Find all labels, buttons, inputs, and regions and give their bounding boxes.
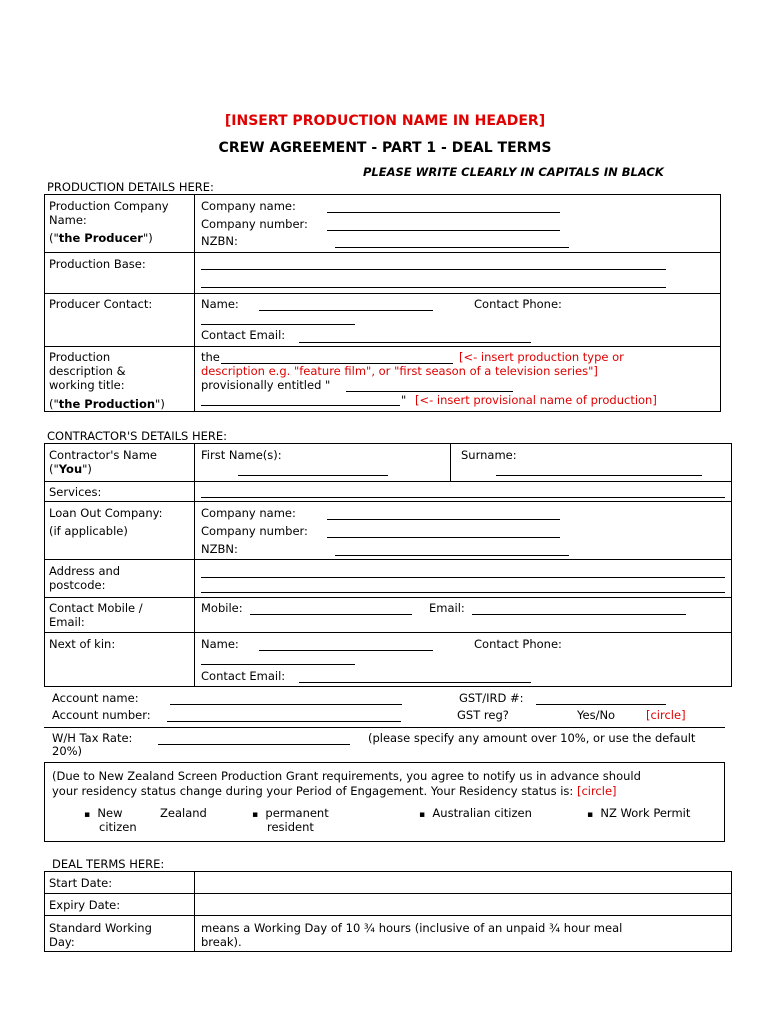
loan-out-company-number-label: Company number:	[201, 524, 308, 538]
gst-ird-field[interactable]	[536, 704, 666, 705]
address-field-2[interactable]	[201, 592, 725, 593]
production-base-field-2[interactable]	[201, 287, 666, 288]
provisional-name-hint: [<- insert provisional name of production]	[415, 393, 657, 407]
kin-contact-phone-label: Contact Phone:	[474, 637, 562, 651]
producer-company-number-field[interactable]	[327, 230, 560, 231]
contact-mobile-email-label: Contact Mobile /	[49, 601, 143, 615]
closing-quote: "	[401, 393, 407, 407]
production-section-label: PRODUCTION DETAILS HERE:	[47, 180, 214, 194]
production-base-label: Production Base:	[49, 257, 146, 271]
provisional-title-field-2[interactable]	[201, 405, 400, 406]
option-nz-citizen-3: citizen	[99, 820, 137, 834]
account-number-label: Account number:	[52, 708, 151, 722]
working-day-definition: means a Working Day of 10 ¾ hours (inclusive of an unpaid ¾ hour meal	[201, 921, 623, 935]
kin-name-label: Name:	[201, 637, 239, 651]
email-field[interactable]	[472, 614, 686, 615]
account-name-label: Account name:	[52, 691, 139, 705]
producer-contact-email-field[interactable]	[299, 342, 531, 343]
loan-out-company-name-label: Company name:	[201, 506, 296, 520]
standard-working-day-label: Standard Working	[49, 921, 152, 935]
loan-out-note: (if applicable)	[49, 524, 128, 538]
wh-tax-rate-field[interactable]	[158, 744, 350, 745]
loan-out-nzbn-label: NZBN:	[201, 542, 238, 556]
contact-mobile-email-label-2: Email:	[49, 615, 85, 629]
address-field-1[interactable]	[201, 577, 725, 578]
kin-contact-email-label: Contact Email:	[201, 669, 286, 683]
start-date-label: Start Date:	[49, 876, 113, 890]
expiry-date-label: Expiry Date:	[49, 898, 121, 912]
production-description-label-2: description &	[49, 364, 126, 378]
next-of-kin-label: Next of kin:	[49, 637, 116, 651]
standard-working-day-label-2: Day:	[49, 935, 75, 949]
producer-contact-name-label: Name:	[201, 297, 239, 311]
contractor-section-label: CONTRACTOR'S DETAILS HERE:	[47, 429, 228, 443]
provisionally-entitled-text: provisionally entitled "	[201, 378, 331, 392]
contractor-name-label: Contractor's Name	[49, 448, 157, 462]
loan-out-company-number-field[interactable]	[327, 537, 560, 538]
address-label: Address and	[49, 564, 121, 578]
account-number-field[interactable]	[167, 721, 401, 722]
address-label-2: postcode:	[49, 578, 106, 592]
option-nz-citizen[interactable]: ▪ New	[84, 806, 123, 820]
surname-field[interactable]	[496, 475, 702, 476]
description-the: the	[201, 350, 220, 364]
mobile-label: Mobile:	[201, 601, 243, 615]
producer-contact-label: Producer Contact:	[49, 297, 153, 311]
account-name-field[interactable]	[170, 704, 402, 705]
the-production-label: ("the Production")	[49, 397, 165, 411]
option-australian-citizen[interactable]: ▪ Australian citizen	[419, 806, 532, 820]
residency-text-2: your residency status change during your Period of Engagement. Your Residency status is: [circle]	[52, 784, 617, 798]
option-permanent-resident-2: resident	[267, 820, 314, 834]
gst-ird-label: GST/IRD #:	[459, 691, 524, 705]
producer-company-label: Production Company	[49, 199, 169, 213]
option-permanent-resident[interactable]: ▪ permanent	[252, 806, 329, 820]
document-title: CREW AGREEMENT - PART 1 - DEAL TERMS	[218, 140, 552, 156]
services-field[interactable]	[201, 497, 725, 498]
services-label: Services:	[49, 485, 102, 499]
loan-out-company-name-field[interactable]	[327, 519, 560, 520]
production-type-hint-2: description e.g. "feature film", or "first season of a television series"]	[201, 364, 598, 378]
wh-tax-note: (please specify any amount over 10%, or use the default	[368, 731, 696, 745]
loan-out-nzbn-field[interactable]	[335, 555, 569, 556]
production-name-placeholder: [INSERT PRODUCTION NAME IN HEADER]	[224, 113, 546, 129]
wh-tax-rate-label: W/H Tax Rate:	[52, 731, 133, 745]
the-producer-label: ("the Producer")	[49, 231, 153, 245]
kin-contact-phone-field[interactable]	[201, 664, 355, 665]
producer-company-number-label: Company number:	[201, 217, 308, 231]
gst-circle-hint: [circle]	[646, 708, 686, 722]
producer-contact-phone-label: Contact Phone:	[474, 297, 562, 311]
gst-yes-no[interactable]: Yes/No	[577, 708, 616, 722]
production-description-label-3: working title:	[49, 378, 125, 392]
producer-nzbn-field[interactable]	[335, 247, 569, 248]
deal-terms-table	[44, 871, 732, 952]
instruction-text: PLEASE WRITE CLEARLY IN CAPITALS IN BLACK	[363, 165, 664, 179]
producer-contact-name-field[interactable]	[259, 310, 433, 311]
producer-company-name-label: Company name:	[201, 199, 296, 213]
email-label: Email:	[429, 601, 465, 615]
you-label: ("You")	[49, 462, 92, 476]
producer-contact-phone-field[interactable]	[201, 324, 355, 325]
option-nz-citizen-2: Zealand	[160, 806, 207, 820]
wh-tax-default: 20%)	[52, 744, 83, 758]
producer-contact-email-label: Contact Email:	[201, 328, 286, 342]
kin-name-field[interactable]	[259, 650, 433, 651]
producer-company-name-field[interactable]	[327, 212, 560, 213]
production-description-label: Production	[49, 350, 111, 364]
residency-text: (Due to New Zealand Screen Production Grant requirements, you agree to notify us in advance should	[52, 769, 641, 783]
loan-out-label: Loan Out Company:	[49, 506, 163, 520]
provisional-title-field-1[interactable]	[346, 391, 513, 392]
working-day-definition-2: break).	[201, 935, 242, 949]
mobile-field[interactable]	[250, 614, 412, 615]
production-type-hint: [<- insert production type or	[459, 350, 624, 364]
kin-contact-email-field[interactable]	[299, 682, 531, 683]
first-names-label: First Name(s):	[201, 448, 282, 462]
gst-reg-label: GST reg?	[457, 708, 509, 722]
residency-circle-hint: [circle]	[576, 784, 617, 798]
producer-company-label-2: Name:	[49, 213, 87, 227]
first-names-field[interactable]	[238, 475, 388, 476]
production-base-field-1[interactable]	[201, 269, 666, 270]
surname-label: Surname:	[461, 448, 517, 462]
option-nz-work-permit[interactable]: ▪ NZ Work Permit	[587, 806, 691, 820]
deal-terms-section-label: DEAL TERMS HERE:	[52, 857, 165, 871]
producer-nzbn-label: NZBN:	[201, 234, 238, 248]
